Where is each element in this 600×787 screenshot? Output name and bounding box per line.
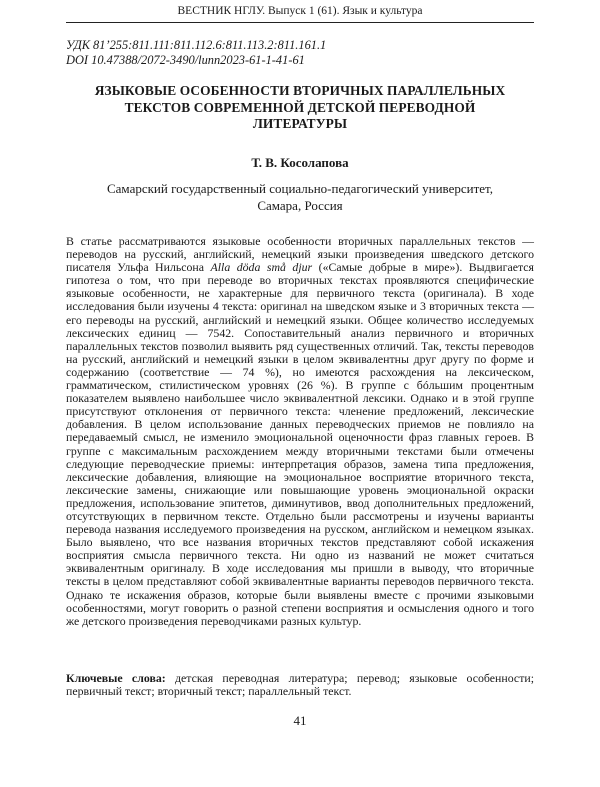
article-title bbox=[66, 83, 534, 133]
keywords bbox=[66, 672, 534, 698]
article-identifiers bbox=[66, 38, 536, 67]
title-line: ТЕКСТОВ СОВРЕМЕННОЙ ДЕТСКОЙ ПЕРЕВОДНОЙ bbox=[124, 99, 476, 115]
title-line: ЛИТЕРАТУРЫ bbox=[252, 116, 348, 131]
running-header: ВЕСТНИК НГЛУ. Выпуск 1 (61). Язык и культура bbox=[66, 4, 534, 23]
udc-code: УДК 81’255:811.111:811.112.6:811.113.2:811.161.1 bbox=[66, 38, 327, 52]
abstract-text: («Самые добрые в мире»). Выдвигается гипотеза о том, что при переводе во вторичных текстах проявляются специфические языковые особенности, не характерные для первичного текста (оригинала). В ходе исследования были изучены 4 текста: оригинал на шведском языке и 3 вторичных текста — его переводы на русский, английский и немецкий языки. Общее количество исследуемых лексических единиц — 7542. Сопоставительный анализ первичного и вторичных параллельных текстов позволил выявить ряд существенных отличий. Так, тексты переводов на русский, английский и немецкий языки в целом эквивалентны друг другу по форме и содержанию (соответствие — 74 %), но имеются расхождения на лексическом, грамматическом, стилистическом уровнях (26 %). В группе с бóльшим процентным показателем выявлено наибольшее число эквивалентной лексики. Однако и в этой группе присутствуют отклонения от первичного текста: членение предложений, лексические добавления. В целом использование данных переводческих приемов не повлияло на передаваемый смысл, не изменило эмоциональной оценочности фраз главных героев. В группе с максимальным расхождением между вторичными текстами были отмечены следующие переводческие приемы: интерпретация образов, замена типа предложения, лексические добавления, влияющие на эмоциональное восприятие вторичного текста, лексические замены, снижающие или повышающие уровень эмоциональной окраски предложения, использование эпитетов, диминутивов, ввод дополнительных предложений, отсутствующих в первичном тексте. Отдельно были рассмотрены и изучены варианты перевода названия исследуемого произведения на русском, английском и немецком языках. Было выявлено, что все названия вторичных текстов представляют собой искажения восприятия смысла первичного текста. Ни одно из названий не может считаться эквивалентным оригиналу. В ходе исследования мы пришли в выводу, что вторичные тексты в целом представляют собой эквивалентные варианты переводов первичного текста. Однако те искажения образов, которые были выявлены вместе с прочими языковыми особенностями, могут говорить о разной степени восприятия и осмысления одного и того же детского произведения переводчиками разных культур. bbox=[66, 260, 534, 628]
book-title: Alla döda små djur bbox=[210, 260, 313, 275]
keywords-label: Ключевые слова: bbox=[66, 671, 166, 685]
affiliation bbox=[66, 180, 534, 214]
keywords-list: детская переводная литература; перевод; языковые особенности; первичный текст; вторичный текст; параллельный текст. bbox=[66, 671, 534, 699]
page-number: 41 bbox=[293, 713, 307, 728]
doi[interactable]: DOI 10.47388/2072-3490/lunn2023-61-1-41-61 bbox=[66, 52, 305, 67]
affiliation-line: Самарский государственный социально-педагогический университет, bbox=[106, 181, 493, 196]
author-name: Т. В. Косолапова bbox=[251, 155, 349, 170]
abstract bbox=[66, 235, 534, 628]
abstract-text: В статье рассматриваются языковые особенности вторичных параллельных текстов — переводов на русский, английский, немецкий языки произведения шведского детского писателя Ульфа Нильсона bbox=[66, 234, 534, 275]
title-line: ЯЗЫКОВЫЕ ОСОБЕННОСТИ ВТОРИЧНЫХ ПАРАЛЛЕЛЬНЫХ bbox=[94, 83, 506, 98]
affiliation-line: Самара, Россия bbox=[257, 198, 343, 213]
abstract-paragraph bbox=[66, 235, 534, 628]
